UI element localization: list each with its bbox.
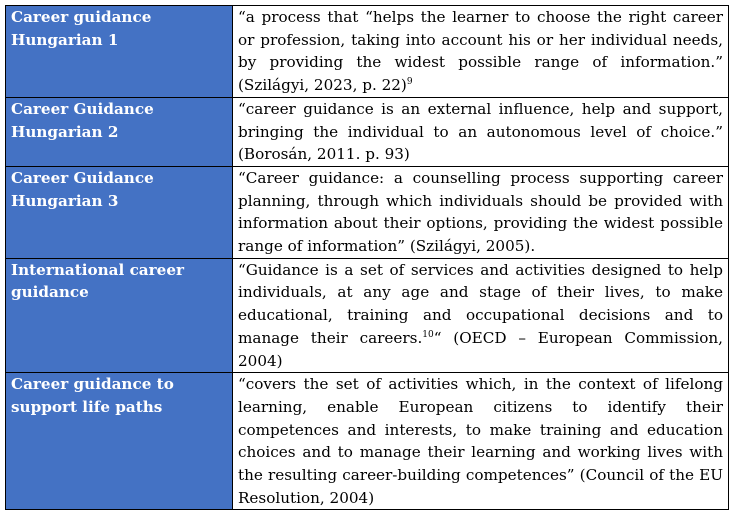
term-cell [6, 373, 233, 510]
definition-cell [233, 258, 729, 373]
definition-cell [233, 373, 729, 510]
definition-text-continued: “ (OECD – European Commission, 2004) [238, 328, 723, 370]
definition-text: “Career guidance: a counselling process supporting career planning, through which individuals should be provided with information about their options, providing the widest possible range of information” (Szilágyi, 2005). [238, 168, 723, 256]
term-label: Career guidance to support life paths [11, 375, 174, 416]
footnote-marker: 9 [406, 77, 413, 88]
footnote-marker: 10 [422, 329, 434, 340]
definition-text: “a process that “helps the learner to choose the right career or profession, taking into account his or her individual needs, by providing the widest possible range of information.” (Szilágyi, 2023, p. 22) [238, 8, 723, 95]
definition-cell [233, 97, 729, 166]
definition-text: “career guidance is an external influence, help and support, bringing the individual to an autonomous level of choice.” (Borosán, 2011. p. 93) [238, 99, 723, 164]
table-row [6, 258, 729, 373]
table-row [6, 166, 729, 258]
term-cell [6, 166, 233, 258]
term-label: Career guidance Hungarian 1 [11, 8, 152, 49]
term-cell [6, 97, 233, 166]
table-row [6, 97, 729, 166]
career-guidance-definitions-table [5, 5, 729, 510]
term-label: Career Guidance Hungarian 2 [11, 99, 154, 141]
term-label: Career Guidance Hungarian 3 [11, 168, 154, 210]
term-cell [6, 258, 233, 373]
definition-cell [233, 166, 729, 258]
definition-text: “covers the set of activities which, in the context of lifelong learning, enable European citizens to identify their competences and interests, to make training and education choices and to manage their learning and working lives with the resulting career-building competences” (Council of the EU Resolution, 2004) [238, 375, 723, 507]
definition-text: “Guidance is a set of services and activities designed to help individuals, at any age and stage of their lives, to make educational, training and occupational decisions and to manage their careers. [238, 260, 723, 347]
table-row [6, 6, 729, 98]
table-row [6, 373, 729, 510]
term-cell [6, 6, 233, 98]
definition-cell [233, 6, 729, 98]
term-label: International career guidance [11, 260, 184, 302]
